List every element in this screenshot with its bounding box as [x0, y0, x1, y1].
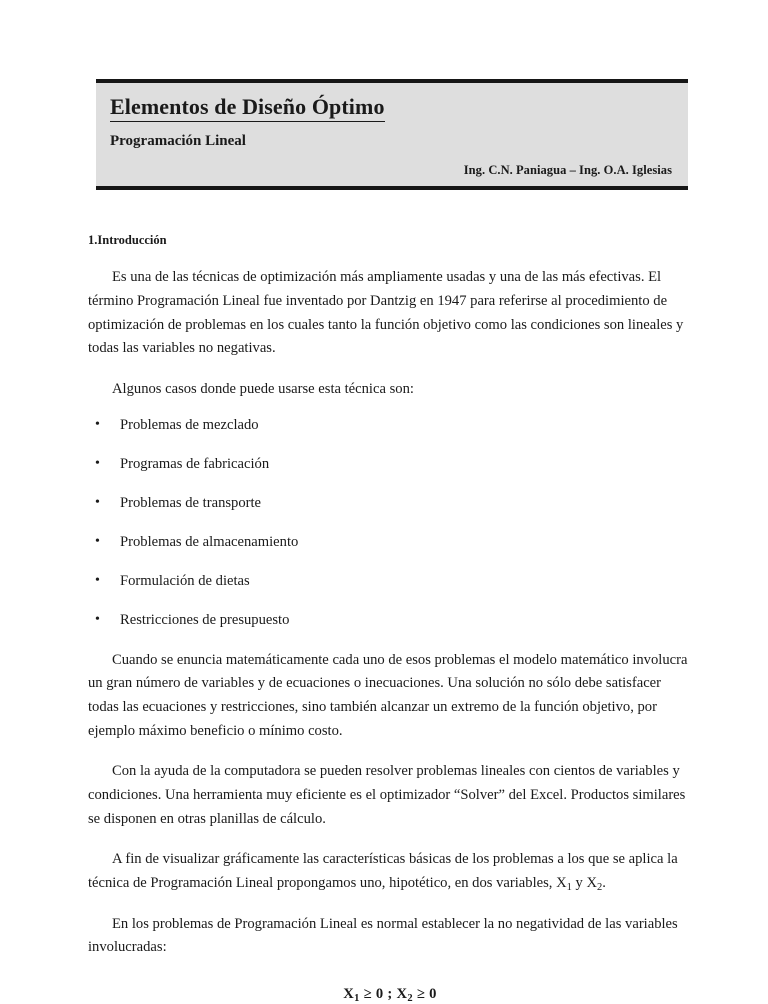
list-item: • Problemas de mezclado — [88, 415, 692, 437]
formula-subscript-1: 1 — [354, 992, 360, 1004]
paragraph-no-negatividad: En los problemas de Programación Lineal es normal establecer la no negatividad de las variables involucradas: — [88, 915, 678, 956]
formula-variable-x1: X — [343, 985, 355, 1002]
formula-no-negatividad — [88, 986, 692, 1003]
list-item: • Restricciones de presupuesto — [88, 610, 692, 632]
subscript-x2: 2 — [597, 881, 603, 893]
paragraph-dos-variables-text-2: y X — [571, 874, 598, 891]
list-item: • Problemas de almacenamiento — [88, 532, 692, 554]
document-body — [88, 232, 692, 1003]
page-title: Elementos de Diseño Óptimo — [110, 94, 385, 122]
formula-operator-1: ≥ 0 ; — [359, 985, 397, 1002]
paragraph-intro-definicion: Es una de las técnicas de optimización más ampliamente usadas y una de las más efectivas. El término Programación Lineal fue inventado por Dantzig en 1947 para referirse al procedimiento de optimización de problemas en los cuales tanto la función objetivo como las condiciones son lineales y todas las variables no negativas. — [88, 269, 684, 357]
bullet-list-casos — [88, 415, 692, 631]
section-heading-introduccion: 1.Introducción — [88, 233, 167, 247]
paragraph-dos-variables-text-3: . — [602, 874, 606, 891]
paragraph-dos-variables-text-1: A fin de visualizar gráficamente las características básicas de los problemas a los que se aplica la técnica de Programación Lineal propongamos uno, hipotético, en dos variables, X — [88, 851, 678, 891]
paragraph-casos-lead-in: Algunos casos donde puede usarse esta técnica son: — [112, 380, 414, 397]
paragraph-dos-variables — [88, 848, 692, 895]
paragraph-modelo-matematico: Cuando se enuncia matemáticamente cada uno de esos problemas el modelo matemático involucra un gran número de variables y de ecuaciones o inecuaciones. Una solución no sólo debe satisfacer todas las ecuaciones y restricciones, sino también alcanzar un extremo de la función objetivo, por ejemplo máximo beneficio o mínimo costo. — [88, 651, 688, 739]
formula-subscript-2: 2 — [407, 992, 413, 1004]
list-item: • Formulación de dietas — [88, 571, 692, 593]
formula-operator-2: ≥ 0 — [412, 985, 437, 1002]
list-item: • Problemas de transporte — [88, 493, 692, 515]
document-authors: Ing. C.N. Paniagua – Ing. O.A. Iglesias — [463, 162, 672, 177]
document-header-banner — [96, 79, 688, 190]
paragraph-computadora-solver: Con la ayuda de la computadora se pueden resolver problemas lineales con cientos de variables y condiciones. Una herramienta muy eficiente es el optimizador “Solver” del Excel. Productos similares se disponen en otras planillas de cálculo. — [88, 763, 686, 827]
formula-variable-x2: X — [396, 985, 408, 1002]
list-item: • Programas de fabricación — [88, 454, 692, 476]
page-subtitle: Programación Lineal — [110, 132, 246, 149]
subscript-x1: 1 — [566, 881, 572, 893]
